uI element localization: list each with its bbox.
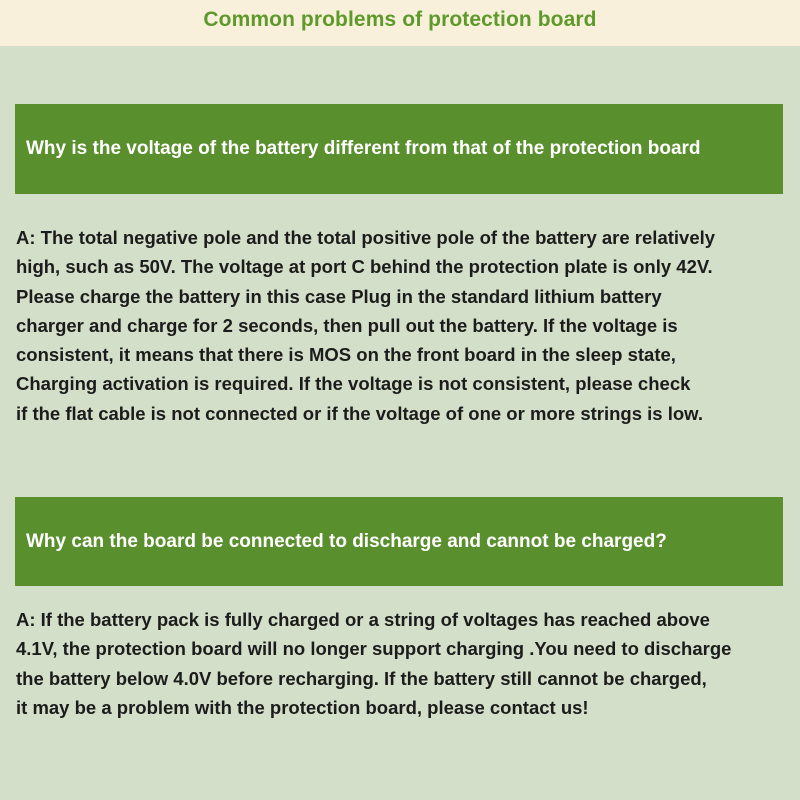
answer-2-line: it may be a problem with the protection board, please contact us! [16, 696, 589, 718]
answer-2-line: A: If the battery pack is fully charged or a string of voltages has reached above [16, 609, 710, 630]
page-title: Common problems of protection board [203, 8, 597, 31]
answer-1-line: charger and charge for 2 seconds, then pull out the battery. If the voltage is [16, 314, 678, 336]
answer-1-line: high, such as 50V. The voltage at port C behind the protection plate is only 42V. [16, 256, 713, 278]
answer-1-line: A: The total negative pole and the total positive pole of the battery are relatively [16, 227, 716, 248]
question-2-text: Why can the board be connected to discharge and cannot be charged? [26, 530, 667, 552]
question-1-text: Why is the voltage of the battery different from that of the protection board [26, 138, 701, 159]
answer-1-line: consistent, it means that there is MOS on the front board in the sleep state, [16, 344, 676, 366]
question-bar-1 [15, 104, 783, 194]
answer-1-line: Charging activation is required. If the voltage is not consistent, please check [16, 373, 691, 395]
question-bar-2 [15, 497, 783, 586]
page-header [0, 0, 800, 46]
answer-1 [16, 223, 796, 428]
answer-2 [16, 605, 796, 722]
answer-2-line: 4.1V, the protection board will no longer support charging .You need to discharge [16, 638, 732, 660]
answer-1-line: Please charge the battery in this case Plug in the standard lithium battery [16, 285, 662, 307]
answer-2-line: the battery below 4.0V before recharging. If the battery still cannot be charged, [16, 667, 707, 689]
answer-1-line: if the flat cable is not connected or if the voltage of one or more strings is low. [16, 402, 703, 424]
